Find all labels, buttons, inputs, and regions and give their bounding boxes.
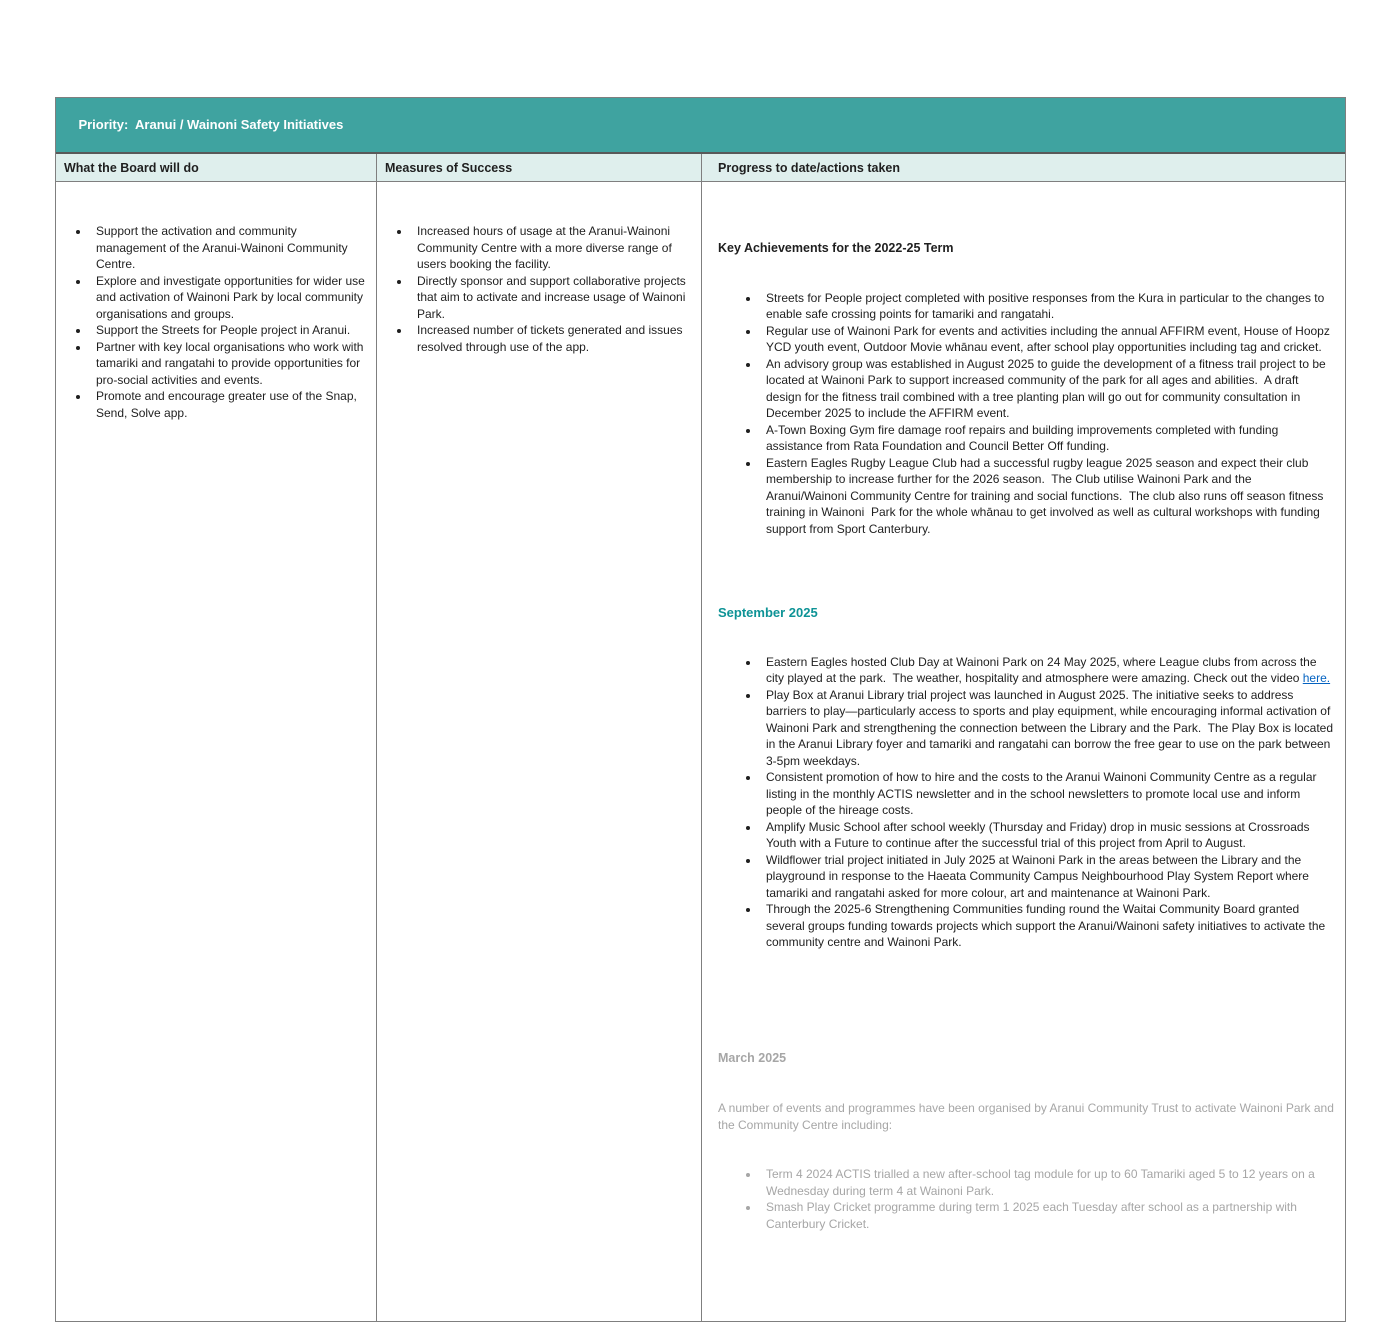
- priority-table: [55, 97, 1346, 1322]
- column-header-board-actions: What the Board will do: [56, 154, 376, 182]
- list-item: • An advisory group was established in August 2025 to guide the development of a fitness trail project to be located at Wainoni Park to support increased community of the park for all ages and abilities. A draft design for the fitness trail combined with a tree planting plan will go out for community consultation in December 2025 to include the AFFIRM event.: [760, 356, 1335, 422]
- board-actions-list: [64, 223, 368, 421]
- list-item: • Streets for People project completed with positive responses from the Kura in particular to the changes to enable safe crossing points for tamariki and rangatahi.: [760, 290, 1335, 323]
- board-actions-cell: [56, 182, 376, 1321]
- list-item: • Amplify Music School after school weekly (Thursday and Friday) drop in music sessions at Crossroads Youth with a Future to continue after the successful trial of this project from April to August.: [760, 819, 1335, 852]
- list-item: • Promote and encourage greater use of the Snap, Send, Solve app.: [90, 388, 368, 421]
- table-header-row: [56, 154, 1345, 182]
- list-item: • Directly sponsor and support collaborative projects that aim to activate and increase usage of Wainoni Park.: [411, 273, 693, 323]
- march-2025-intro: A number of events and programmes have been organised by Aranui Community Trust to activate Wainoni Park and the Community Centre including:: [718, 1101, 1338, 1132]
- list-item: • Consistent promotion of how to hire and the costs to the Aranui Wainoni Community Centre as a regular listing in the monthly ACTIS newsletter and in the school newsletters to promote local use and inform people of the hireage costs.: [760, 769, 1335, 819]
- list-item: • Partner with key local organisations who work with tamariki and rangatahi to provide opportunities for pro-social activities and events.: [90, 339, 368, 389]
- list-item: • Support the Streets for People project in Aranui.: [90, 322, 368, 339]
- priority-title: Priority: Aranui / Wainoni Safety Initiatives: [78, 117, 344, 132]
- list-item: • Explore and investigate opportunities for wider use and activation of Wainoni Park by local community organisations and groups.: [90, 273, 368, 323]
- key-achievements-heading: Key Achievements for the 2022-25 Term: [718, 240, 954, 255]
- list-item: • Increased number of tickets generated and issues resolved through use of the app.: [411, 322, 693, 355]
- list-item: • Eastern Eagles Rugby League Club had a successful rugby league 2025 season and expect their club membership to increase further for the 2026 season. The Club utilise Wainoni Park and the Aranui/Wainoni Community Centre for training and social functions. The club also runs off season fitness training in Wainoni Park for the whole whānau to get involved as well as cultural workshops with funding support from Sport Canterbury.: [760, 455, 1335, 538]
- list-item: • Eastern Eagles hosted Club Day at Wainoni Park on 24 May 2025, where League clubs from across the city played at the park. The weather, hospitality and atmosphere were amazing. Check out the video here.: [760, 654, 1335, 687]
- list-item: • Increased hours of usage at the Aranui-Wainoni Community Centre with a more diverse range of users booking the facility.: [411, 223, 693, 273]
- key-achievements-list: [718, 290, 1335, 538]
- priority-title-bar: [56, 98, 1345, 154]
- march-2025-heading: March 2025: [718, 1051, 787, 1065]
- progress-cell: [701, 182, 1345, 1321]
- video-link[interactable]: here.: [1302, 671, 1331, 685]
- column-header-measures: Measures of Success: [376, 154, 701, 182]
- list-item: • Smash Play Cricket programme during term 1 2025 each Tuesday after school as a partnership with Canterbury Cricket.: [760, 1199, 1335, 1232]
- september-2025-heading: September 2025: [718, 604, 818, 620]
- list-item: • Play Box at Aranui Library trial project was launched in August 2025. The initiative seeks to address barriers to play—particularly access to sports and play equipment, while encouraging informal activation of Wainoni Park and strengthening the connection between the Library and the Park. The Play Box is located in the Aranui Library foyer and tamariki and rangatahi can borrow the free gear to use on the park between 3-5pm weekdays.: [760, 687, 1335, 770]
- list-item: • Wildflower trial project initiated in July 2025 at Wainoni Park in the areas between the Library and the playground in response to the Haeata Community Campus Neighbourhood Play System Report where tamariki and rangatahi asked for more colour, art and maintenance at Wainoni Park.: [760, 852, 1335, 902]
- march-2025-section: [718, 1000, 1338, 1265]
- list-item: • Term 4 2024 ACTIS trialled a new after-school tag module for up to 60 Tamariki aged 5 to 12 years on a Wednesday during term 4 at Wainoni Park.: [760, 1166, 1335, 1199]
- column-header-progress: Progress to date/actions taken: [701, 154, 1345, 182]
- list-item: • Regular use of Wainoni Park for events and activities including the annual AFFIRM event, House of Hoopz YCD youth event, Outdoor Movie whānau event, after school play opportunities including tag and cricket.: [760, 323, 1335, 356]
- list-item: • A-Town Boxing Gym fire damage roof repairs and building improvements completed with funding assistance from Rata Foundation and Council Better Off funding.: [760, 422, 1335, 455]
- september-2025-list: [718, 654, 1335, 951]
- list-item: • Support the activation and community management of the Aranui-Wainoni Community Centre.: [90, 223, 368, 273]
- march-2025-list: [718, 1166, 1335, 1232]
- measures-cell: [376, 182, 701, 1321]
- list-item: • Through the 2025-6 Strengthening Communities funding round the Waitai Community Board granted several groups funding towards projects which support the Aranui/Wainoni safety initiatives to activate the community centre and Wainoni Park.: [760, 901, 1335, 951]
- table-body-row: [56, 182, 1345, 1321]
- measures-list: [385, 223, 693, 355]
